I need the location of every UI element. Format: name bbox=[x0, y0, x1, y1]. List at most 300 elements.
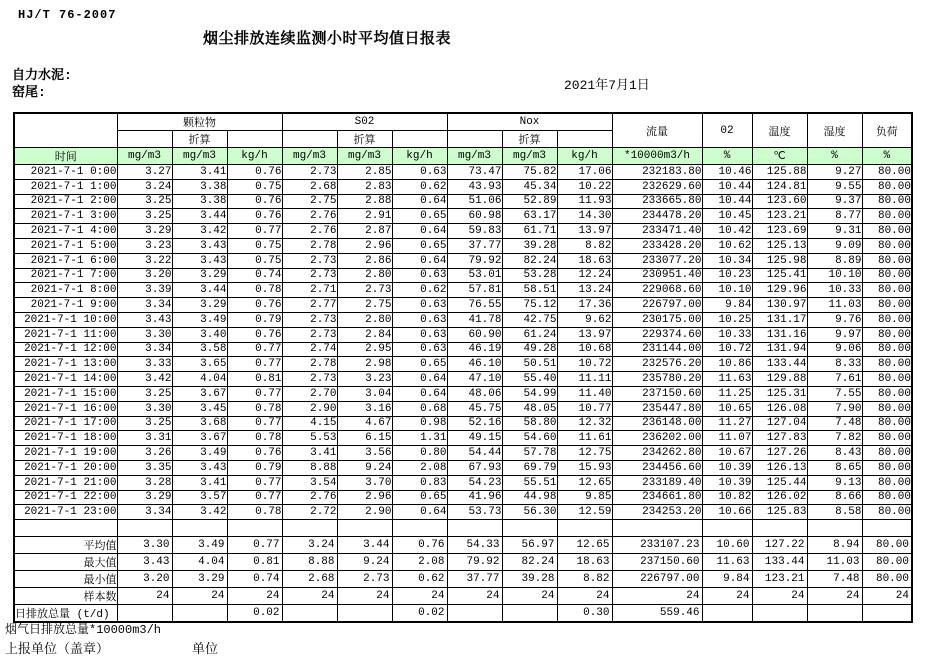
value-cell: 2.74 bbox=[282, 342, 337, 357]
summary-value-cell: 2.08 bbox=[392, 554, 447, 571]
time-cell: 2021-7-1 10:00 bbox=[14, 312, 117, 327]
value-cell: 0.78 bbox=[227, 401, 282, 416]
value-cell: 0.78 bbox=[227, 505, 282, 520]
time-cell: 2021-7-1 18:00 bbox=[14, 431, 117, 446]
value-cell: 80.00 bbox=[862, 283, 912, 298]
nox-unit: mg/m3 bbox=[447, 148, 502, 165]
value-cell: 229068.60 bbox=[612, 283, 702, 298]
value-cell: 2.76 bbox=[282, 209, 337, 224]
value-cell: 13.97 bbox=[557, 327, 612, 342]
value-cell: 12.65 bbox=[557, 475, 612, 490]
value-cell: 3.30 bbox=[117, 327, 172, 342]
value-cell: 230951.40 bbox=[612, 268, 702, 283]
value-cell: 236202.00 bbox=[612, 431, 702, 446]
value-cell: 234661.80 bbox=[612, 490, 702, 505]
value-cell: 0.64 bbox=[392, 253, 447, 268]
humidity-unit: % bbox=[807, 148, 862, 165]
value-cell: 3.16 bbox=[337, 401, 392, 416]
value-cell: 233077.20 bbox=[612, 253, 702, 268]
value-cell: 3.30 bbox=[117, 401, 172, 416]
empty-cell bbox=[702, 520, 752, 537]
value-cell: 3.25 bbox=[117, 416, 172, 431]
value-cell: 3.23 bbox=[117, 238, 172, 253]
table-row bbox=[14, 238, 912, 253]
flow-unit: *10000m3/h bbox=[612, 148, 702, 165]
value-cell: 3.44 bbox=[172, 209, 227, 224]
time-cell: 2021-7-1 21:00 bbox=[14, 475, 117, 490]
summary-value-cell bbox=[807, 605, 862, 623]
summary-label: 样本数 bbox=[14, 588, 117, 605]
value-cell: 3.49 bbox=[172, 446, 227, 461]
value-cell: 3.29 bbox=[172, 268, 227, 283]
value-cell: 3.67 bbox=[172, 386, 227, 401]
table-row bbox=[14, 298, 912, 313]
table-row bbox=[14, 224, 912, 239]
value-cell: 8.43 bbox=[807, 446, 862, 461]
value-cell: 0.76 bbox=[227, 194, 282, 209]
value-cell: 125.98 bbox=[752, 253, 807, 268]
value-cell: 9.55 bbox=[807, 179, 862, 194]
flow-header: 流量 bbox=[612, 113, 702, 148]
summary-value-cell: 24 bbox=[282, 588, 337, 605]
value-cell: 0.64 bbox=[392, 194, 447, 209]
value-cell: 3.35 bbox=[117, 460, 172, 475]
value-cell: 80.00 bbox=[862, 209, 912, 224]
value-cell: 233665.80 bbox=[612, 194, 702, 209]
summary-value-cell: 2.68 bbox=[282, 571, 337, 588]
summary-value-cell: 7.48 bbox=[807, 571, 862, 588]
reporting-unit-label: 上报单位（盖章） bbox=[5, 642, 110, 657]
value-cell: 7.55 bbox=[807, 386, 862, 401]
value-cell: 2.84 bbox=[337, 327, 392, 342]
value-cell: 50.51 bbox=[502, 357, 557, 372]
pm-converted-header: 折算 bbox=[172, 131, 227, 148]
value-cell: 80.00 bbox=[862, 194, 912, 209]
table-row bbox=[14, 179, 912, 194]
value-cell: 0.79 bbox=[227, 460, 282, 475]
value-cell: 80.00 bbox=[862, 268, 912, 283]
value-cell: 3.57 bbox=[172, 490, 227, 505]
empty-cell bbox=[447, 131, 502, 148]
value-cell: 80.00 bbox=[862, 386, 912, 401]
value-cell: 10.39 bbox=[702, 460, 752, 475]
value-cell: 124.81 bbox=[752, 179, 807, 194]
summary-row bbox=[14, 537, 912, 554]
value-cell: 3.25 bbox=[117, 386, 172, 401]
value-cell: 4.15 bbox=[282, 416, 337, 431]
summary-value-cell: 56.97 bbox=[502, 537, 557, 554]
value-cell: 233189.40 bbox=[612, 475, 702, 490]
value-cell: 80.00 bbox=[862, 357, 912, 372]
value-cell: 58.80 bbox=[502, 416, 557, 431]
value-cell: 3.42 bbox=[172, 505, 227, 520]
value-cell: 11.63 bbox=[702, 372, 752, 387]
so2-group-header: S02 bbox=[282, 113, 447, 131]
value-cell: 3.70 bbox=[337, 475, 392, 490]
value-cell: 10.86 bbox=[702, 357, 752, 372]
value-cell: 10.22 bbox=[557, 179, 612, 194]
value-cell: 8.33 bbox=[807, 357, 862, 372]
value-cell: 2.73 bbox=[337, 283, 392, 298]
empty-cell bbox=[337, 520, 392, 537]
value-cell: 3.34 bbox=[117, 342, 172, 357]
time-cell: 2021-7-1 0:00 bbox=[14, 165, 117, 180]
value-cell: 82.24 bbox=[502, 253, 557, 268]
value-cell: 2.95 bbox=[337, 342, 392, 357]
value-cell: 2.85 bbox=[337, 165, 392, 180]
value-cell: 0.76 bbox=[227, 298, 282, 313]
value-cell: 46.10 bbox=[447, 357, 502, 372]
summary-row bbox=[14, 554, 912, 571]
value-cell: 0.77 bbox=[227, 342, 282, 357]
value-cell: 3.22 bbox=[117, 253, 172, 268]
empty-cell bbox=[172, 520, 227, 537]
empty-cell bbox=[807, 520, 862, 537]
value-cell: 44.98 bbox=[502, 490, 557, 505]
value-cell: 12.75 bbox=[557, 446, 612, 461]
value-cell: 14.30 bbox=[557, 209, 612, 224]
nox-converted-header: 折算 bbox=[502, 131, 557, 148]
summary-value-cell: 24 bbox=[807, 588, 862, 605]
value-cell: 3.58 bbox=[172, 342, 227, 357]
value-cell: 10.45 bbox=[702, 209, 752, 224]
value-cell: 51.06 bbox=[447, 194, 502, 209]
value-cell: 0.76 bbox=[227, 327, 282, 342]
summary-label: 日排放总量 (t/d) bbox=[14, 605, 117, 623]
value-cell: 80.00 bbox=[862, 224, 912, 239]
unit-label: 单位 bbox=[192, 642, 219, 657]
value-cell: 80.00 bbox=[862, 505, 912, 520]
company-label: 自力水泥: bbox=[12, 68, 72, 83]
value-cell: 10.10 bbox=[702, 283, 752, 298]
value-cell: 2.96 bbox=[337, 490, 392, 505]
value-cell: 0.65 bbox=[392, 490, 447, 505]
summary-value-cell: 233107.23 bbox=[612, 537, 702, 554]
time-cell: 2021-7-1 16:00 bbox=[14, 401, 117, 416]
pm-group-header: 颗粒物 bbox=[117, 113, 282, 131]
summary-value-cell: 82.24 bbox=[502, 554, 557, 571]
value-cell: 3.27 bbox=[117, 165, 172, 180]
value-cell: 2.96 bbox=[337, 238, 392, 253]
value-cell: 10.62 bbox=[702, 238, 752, 253]
table-row bbox=[14, 372, 912, 387]
empty-cell bbox=[862, 520, 912, 537]
summary-value-cell: 24 bbox=[862, 588, 912, 605]
value-cell: 10.67 bbox=[702, 446, 752, 461]
value-cell: 3.41 bbox=[282, 446, 337, 461]
value-cell: 131.16 bbox=[752, 327, 807, 342]
value-cell: 0.80 bbox=[392, 446, 447, 461]
summary-value-cell: 24 bbox=[502, 588, 557, 605]
value-cell: 0.76 bbox=[227, 165, 282, 180]
summary-value-cell: 0.77 bbox=[227, 537, 282, 554]
value-cell: 126.08 bbox=[752, 401, 807, 416]
value-cell: 80.00 bbox=[862, 416, 912, 431]
summary-value-cell bbox=[752, 605, 807, 623]
value-cell: 3.38 bbox=[172, 179, 227, 194]
value-cell: 125.88 bbox=[752, 165, 807, 180]
value-cell: 0.79 bbox=[227, 312, 282, 327]
humidity-header: 湿度 bbox=[807, 113, 862, 148]
value-cell: 10.44 bbox=[702, 179, 752, 194]
summary-value-cell: 8.82 bbox=[557, 571, 612, 588]
value-cell: 3.43 bbox=[172, 460, 227, 475]
summary-value-cell: 79.92 bbox=[447, 554, 502, 571]
value-cell: 2.72 bbox=[282, 505, 337, 520]
value-cell: 58.51 bbox=[502, 283, 557, 298]
time-cell: 2021-7-1 11:00 bbox=[14, 327, 117, 342]
value-cell: 0.63 bbox=[392, 165, 447, 180]
value-cell: 0.75 bbox=[227, 238, 282, 253]
value-cell: 11.93 bbox=[557, 194, 612, 209]
value-cell: 9.27 bbox=[807, 165, 862, 180]
value-cell: 2.73 bbox=[282, 312, 337, 327]
value-cell: 17.06 bbox=[557, 165, 612, 180]
value-cell: 10.33 bbox=[807, 283, 862, 298]
summary-value-cell: 24 bbox=[557, 588, 612, 605]
value-cell: 10.23 bbox=[702, 268, 752, 283]
time-cell: 2021-7-1 19:00 bbox=[14, 446, 117, 461]
temperature-header: 温度 bbox=[752, 113, 807, 148]
value-cell: 3.43 bbox=[172, 253, 227, 268]
summary-value-cell: 37.77 bbox=[447, 571, 502, 588]
value-cell: 11.40 bbox=[557, 386, 612, 401]
value-cell: 0.81 bbox=[227, 372, 282, 387]
summary-value-cell: 123.21 bbox=[752, 571, 807, 588]
value-cell: 125.31 bbox=[752, 386, 807, 401]
value-cell: 232576.20 bbox=[612, 357, 702, 372]
value-cell: 3.45 bbox=[172, 401, 227, 416]
time-cell: 2021-7-1 17:00 bbox=[14, 416, 117, 431]
value-cell: 2.73 bbox=[282, 372, 337, 387]
value-cell: 2.73 bbox=[282, 253, 337, 268]
value-cell: 232183.80 bbox=[612, 165, 702, 180]
value-cell: 56.30 bbox=[502, 505, 557, 520]
summary-value-cell: 3.43 bbox=[117, 554, 172, 571]
value-cell: 3.40 bbox=[172, 327, 227, 342]
time-cell: 2021-7-1 20:00 bbox=[14, 460, 117, 475]
value-cell: 0.77 bbox=[227, 475, 282, 490]
value-cell: 48.05 bbox=[502, 401, 557, 416]
value-cell: 80.00 bbox=[862, 327, 912, 342]
empty-cell bbox=[447, 520, 502, 537]
value-cell: 45.75 bbox=[447, 401, 502, 416]
summary-value-cell: 237150.60 bbox=[612, 554, 702, 571]
nox-converted-unit: mg/m3 bbox=[502, 148, 557, 165]
value-cell: 234262.80 bbox=[612, 446, 702, 461]
value-cell: 15.93 bbox=[557, 460, 612, 475]
value-cell: 2.73 bbox=[282, 165, 337, 180]
time-cell: 2021-7-1 3:00 bbox=[14, 209, 117, 224]
empty-cell bbox=[392, 520, 447, 537]
table-row bbox=[14, 431, 912, 446]
value-cell: 131.17 bbox=[752, 312, 807, 327]
table-row bbox=[14, 327, 912, 342]
value-cell: 3.25 bbox=[117, 209, 172, 224]
table-row bbox=[14, 357, 912, 372]
value-cell: 3.39 bbox=[117, 283, 172, 298]
value-cell: 130.97 bbox=[752, 298, 807, 313]
value-cell: 52.16 bbox=[447, 416, 502, 431]
value-cell: 0.63 bbox=[392, 268, 447, 283]
summary-value-cell: 24 bbox=[392, 588, 447, 605]
value-cell: 231144.00 bbox=[612, 342, 702, 357]
summary-value-cell: 24 bbox=[447, 588, 502, 605]
value-cell: 41.96 bbox=[447, 490, 502, 505]
value-cell: 0.68 bbox=[392, 401, 447, 416]
empty-cell bbox=[392, 131, 447, 148]
value-cell: 2.75 bbox=[337, 298, 392, 313]
value-cell: 3.38 bbox=[172, 194, 227, 209]
value-cell: 54.44 bbox=[447, 446, 502, 461]
empty-cell bbox=[612, 520, 702, 537]
header-row-units bbox=[14, 148, 912, 165]
empty-cell bbox=[227, 131, 282, 148]
value-cell: 6.15 bbox=[337, 431, 392, 446]
value-cell: 10.46 bbox=[702, 165, 752, 180]
value-cell: 13.24 bbox=[557, 283, 612, 298]
so2-converted-unit: mg/m3 bbox=[337, 148, 392, 165]
value-cell: 0.65 bbox=[392, 357, 447, 372]
summary-value-cell bbox=[282, 605, 337, 623]
value-cell: 12.32 bbox=[557, 416, 612, 431]
value-cell: 2.91 bbox=[337, 209, 392, 224]
table-row bbox=[14, 209, 912, 224]
value-cell: 9.24 bbox=[337, 460, 392, 475]
summary-value-cell: 0.62 bbox=[392, 571, 447, 588]
value-cell: 234478.20 bbox=[612, 209, 702, 224]
value-cell: 0.78 bbox=[227, 431, 282, 446]
value-cell: 3.41 bbox=[172, 475, 227, 490]
so2-kgh-unit: kg/h bbox=[392, 148, 447, 165]
value-cell: 0.77 bbox=[227, 416, 282, 431]
value-cell: 3.65 bbox=[172, 357, 227, 372]
value-cell: 47.10 bbox=[447, 372, 502, 387]
value-cell: 0.76 bbox=[227, 209, 282, 224]
value-cell: 125.13 bbox=[752, 238, 807, 253]
value-cell: 49.15 bbox=[447, 431, 502, 446]
value-cell: 73.47 bbox=[447, 165, 502, 180]
value-cell: 80.00 bbox=[862, 298, 912, 313]
value-cell: 129.88 bbox=[752, 372, 807, 387]
value-cell: 61.24 bbox=[502, 327, 557, 342]
pm-unit: mg/m3 bbox=[117, 148, 172, 165]
value-cell: 226797.00 bbox=[612, 298, 702, 313]
value-cell: 54.23 bbox=[447, 475, 502, 490]
value-cell: 123.60 bbox=[752, 194, 807, 209]
value-cell: 41.78 bbox=[447, 312, 502, 327]
value-cell: 3.68 bbox=[172, 416, 227, 431]
summary-value-cell: 80.00 bbox=[862, 554, 912, 571]
value-cell: 233428.20 bbox=[612, 238, 702, 253]
value-cell: 9.76 bbox=[807, 312, 862, 327]
value-cell: 0.64 bbox=[392, 372, 447, 387]
value-cell: 237150.60 bbox=[612, 386, 702, 401]
empty-cell bbox=[227, 520, 282, 537]
value-cell: 48.06 bbox=[447, 386, 502, 401]
value-cell: 63.17 bbox=[502, 209, 557, 224]
value-cell: 2.86 bbox=[337, 253, 392, 268]
value-cell: 0.76 bbox=[227, 446, 282, 461]
value-cell: 0.77 bbox=[227, 224, 282, 239]
value-cell: 3.67 bbox=[172, 431, 227, 446]
value-cell: 10.72 bbox=[702, 342, 752, 357]
value-cell: 55.40 bbox=[502, 372, 557, 387]
summary-value-cell: 11.63 bbox=[702, 554, 752, 571]
empty-cell bbox=[557, 520, 612, 537]
value-cell: 3.56 bbox=[337, 446, 392, 461]
value-cell: 12.24 bbox=[557, 268, 612, 283]
value-cell: 0.77 bbox=[227, 386, 282, 401]
summary-value-cell bbox=[447, 605, 502, 623]
time-cell: 2021-7-1 15:00 bbox=[14, 386, 117, 401]
value-cell: 0.78 bbox=[227, 283, 282, 298]
value-cell: 236148.00 bbox=[612, 416, 702, 431]
summary-value-cell: 127.22 bbox=[752, 537, 807, 554]
summary-value-cell: 3.49 bbox=[172, 537, 227, 554]
value-cell: 0.65 bbox=[392, 238, 447, 253]
value-cell: 61.71 bbox=[502, 224, 557, 239]
value-cell: 131.94 bbox=[752, 342, 807, 357]
table-row bbox=[14, 283, 912, 298]
value-cell: 1.31 bbox=[392, 431, 447, 446]
empty-cell bbox=[282, 131, 337, 148]
value-cell: 2.90 bbox=[282, 401, 337, 416]
value-cell: 80.00 bbox=[862, 312, 912, 327]
time-cell: 2021-7-1 14:00 bbox=[14, 372, 117, 387]
value-cell: 2.80 bbox=[337, 268, 392, 283]
value-cell: 3.29 bbox=[172, 298, 227, 313]
value-cell: 52.89 bbox=[502, 194, 557, 209]
value-cell: 3.43 bbox=[117, 312, 172, 327]
summary-value-cell: 24 bbox=[172, 588, 227, 605]
summary-value-cell: 559.46 bbox=[612, 605, 702, 623]
value-cell: 80.00 bbox=[862, 253, 912, 268]
value-cell: 45.34 bbox=[502, 179, 557, 194]
table-row bbox=[14, 475, 912, 490]
value-cell: 12.59 bbox=[557, 505, 612, 520]
value-cell: 11.61 bbox=[557, 431, 612, 446]
time-cell: 2021-7-1 8:00 bbox=[14, 283, 117, 298]
value-cell: 53.01 bbox=[447, 268, 502, 283]
value-cell: 13.97 bbox=[557, 224, 612, 239]
summary-value-cell bbox=[172, 605, 227, 623]
value-cell: 234456.60 bbox=[612, 460, 702, 475]
value-cell: 37.77 bbox=[447, 238, 502, 253]
value-cell: 0.63 bbox=[392, 327, 447, 342]
value-cell: 10.77 bbox=[557, 401, 612, 416]
empty-cell bbox=[14, 520, 117, 537]
empty-cell bbox=[117, 520, 172, 537]
value-cell: 39.28 bbox=[502, 238, 557, 253]
value-cell: 3.26 bbox=[117, 446, 172, 461]
value-cell: 125.44 bbox=[752, 475, 807, 490]
value-cell: 2.78 bbox=[282, 357, 337, 372]
value-cell: 9.62 bbox=[557, 312, 612, 327]
summary-value-cell bbox=[862, 605, 912, 623]
summary-value-cell: 0.02 bbox=[227, 605, 282, 623]
value-cell: 18.63 bbox=[557, 253, 612, 268]
value-cell: 232629.60 bbox=[612, 179, 702, 194]
summary-value-cell bbox=[337, 605, 392, 623]
value-cell: 60.98 bbox=[447, 209, 502, 224]
table-row bbox=[14, 446, 912, 461]
value-cell: 2.73 bbox=[282, 268, 337, 283]
value-cell: 11.11 bbox=[557, 372, 612, 387]
value-cell: 2.76 bbox=[282, 490, 337, 505]
value-cell: 3.44 bbox=[172, 283, 227, 298]
summary-value-cell: 24 bbox=[337, 588, 392, 605]
